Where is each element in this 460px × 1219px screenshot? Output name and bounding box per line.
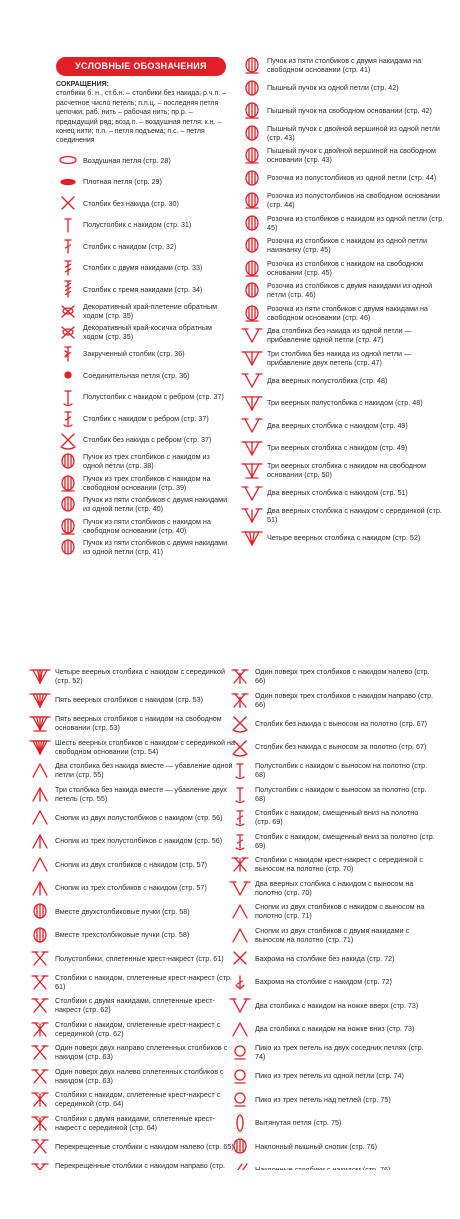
legend-item-label: Столбики с накидом, сплетенные крест-накрест с серединкой (стр. 64) — [55, 1090, 221, 1108]
legend-item-label: Столбик с тремя накидами (стр. 34) — [83, 284, 203, 294]
legend-item-label: Полустолбики, сплетенные крест-накрест (стр. 61) — [55, 953, 224, 963]
legend-item-label: Три веерных полустолбика с накидом (стр. 48) — [267, 398, 423, 407]
legend-item-label: Декоративный край-косичка обратным ходом (стр. 35) — [83, 323, 212, 341]
crossed-tr-icon — [28, 995, 52, 1015]
legend-item-label: Столбики с накидом, сплетенные крест-накрест с серединкой (стр. 62) — [55, 1019, 221, 1038]
legend-item-label: Вместе двухстолбиковые пучки (стр. 58) — [55, 906, 190, 916]
legend-item-label: Четыре веерных столбика с накидом (стр. 52) — [267, 533, 421, 542]
half-double-crochet-icon — [56, 215, 80, 235]
cluster-3-base-icon — [56, 473, 80, 493]
legend-item-label: Два столбика без накида вместе — убавление одной петли (стр. 55) — [55, 761, 233, 779]
legend-page-1 — [0, 0, 460, 600]
legend-item-label: Полустолбик с накидом с выносом за полотно (стр. 68) — [255, 784, 427, 803]
legend-item — [56, 473, 234, 493]
legend-item — [228, 1042, 438, 1062]
legend-item-label: Воздушная петля (стр. 28) — [83, 155, 171, 165]
popcorn-tr-free-icon — [240, 303, 264, 323]
legend-item-label: Перекрещенные столбики с накидом налево (стр. 65) — [55, 1141, 234, 1151]
legend-item — [240, 483, 450, 503]
legend-page-2 — [0, 650, 460, 1170]
single-crochet-icon — [56, 193, 80, 213]
legend-item — [56, 451, 234, 471]
legend-item — [240, 325, 450, 345]
legend-item-label: Три веерных столбика с накидом на свободном основании (стр. 50) — [267, 461, 426, 479]
legend-item-label: Снопик из двух полустолбиков с накидом (стр. 56) — [55, 812, 223, 822]
legend-item — [28, 666, 238, 686]
elongated-loop-icon — [228, 1113, 252, 1133]
legend-item-label: Четыре веерных столбика с накидом с серединкой (стр. 52) — [55, 667, 226, 685]
legend-item — [240, 123, 450, 143]
legend-item — [240, 258, 450, 278]
legend-item — [228, 1019, 438, 1039]
legend-item-label: Полустолбик с накидом с выносом на полотно (стр. 68) — [255, 761, 428, 779]
legend-item-label: Столбики с двумя накидами, сплетенные крест-накрест (стр. 62) — [55, 996, 215, 1014]
legend-item — [228, 948, 438, 968]
legend-item — [56, 430, 234, 450]
legend-item — [56, 537, 234, 557]
abbreviations-block — [56, 80, 228, 146]
legend-item — [56, 150, 234, 170]
legend-item-label: Розочка из полустолбиков из одной петли (стр. 44) — [267, 173, 437, 182]
cluster-5-double-icon — [56, 537, 80, 557]
double-crochet-icon — [56, 236, 80, 256]
crossed-dc-mid2-icon — [28, 1089, 52, 1109]
legend-item — [28, 925, 238, 945]
sheaf-2dc-front-icon — [228, 901, 252, 921]
fan-2dc-ch-icon — [240, 483, 264, 503]
legend-item — [56, 387, 234, 407]
fan-3hdc-icon — [240, 393, 264, 413]
leg-up-icon — [228, 995, 252, 1015]
slanted-puff-icon — [228, 1136, 252, 1156]
fan-6dc-icon — [28, 737, 52, 757]
footer-blank — [0, 1170, 460, 1219]
legend-item — [240, 415, 450, 435]
legend-item — [28, 1136, 238, 1156]
legend-item — [228, 690, 438, 710]
legend-item-label: Пышный пучок из одной петли (стр. 42) — [267, 83, 399, 92]
fringe-dc-icon — [228, 972, 252, 992]
legend-item — [240, 168, 450, 188]
legend-item-label: Розочка из столбиков с двумя накидами из одной петли (стр. 46) — [267, 281, 433, 299]
fringe-sc-icon — [228, 948, 252, 968]
legend-item-label: Три столбика без накида из одной петли — прибавление двух петель (стр. 47) — [267, 348, 412, 367]
legend-item — [56, 215, 234, 235]
sheaf-2tr-front-icon — [228, 925, 252, 945]
picot-1-icon — [228, 1066, 252, 1086]
legend-item — [28, 1019, 238, 1039]
sheaf-3hdc-icon — [28, 831, 52, 851]
sheaf-3dc-icon — [28, 878, 52, 898]
legend-item-label: Соединительная петля (стр. 36) — [83, 370, 190, 380]
legend-item — [28, 854, 238, 874]
sheaf-2hdc-icon — [28, 807, 52, 827]
legend-item-label: Столбики с накидом, сплетенные крест-накрест (стр. 61) — [55, 972, 232, 991]
legend-item-label: Пышный пучок с двойной вершиной на свободном основании (стр. 43) — [267, 146, 436, 164]
legend-item-label: Два столбика с накидом на ножке вверх (стр. 73) — [255, 1000, 419, 1010]
picot-over-icon — [228, 1089, 252, 1109]
legend-item-label: Два веерных столбика с накидом с выносом на полотно (стр. 70) — [255, 878, 414, 897]
legend-item — [56, 172, 234, 192]
plait-edge-icon — [56, 322, 80, 342]
cluster-5-free-icon — [240, 55, 264, 75]
legend-item-label: Один поверх двух направо сплетенных столбиков с накидом (стр. 63) — [55, 1043, 228, 1061]
legend-item-label: Столбик с накидом, смещенный вниз на полотно (стр. 69) — [255, 808, 419, 826]
abbreviations-title: СОКРАЩЕНИЯ: — [56, 81, 109, 88]
legend-item — [28, 878, 238, 898]
legend-item-label: Плотная петля (стр. 29) — [83, 177, 162, 186]
legend-item — [240, 78, 450, 98]
legend-item-label: Столбик с накидом, смещенный вниз за полотно (стр. 69) — [255, 831, 435, 850]
legend-item — [240, 348, 450, 368]
legend-item-label: Розочка из столбиков с накидом из одной петли наизнанку (стр. 45) — [267, 236, 427, 254]
legend-item-label: Столбик без накида с выносом за полотно (стр. 67) — [255, 742, 427, 751]
legend-item-label: Розочка из столбиков с накидом на свободном основании (стр. 45) — [267, 258, 424, 277]
legend-item — [28, 995, 238, 1015]
puff-free-icon — [240, 100, 264, 120]
legend-item — [228, 666, 438, 686]
crossed-hdc-icon — [28, 948, 52, 968]
treble-crochet-icon — [56, 258, 80, 278]
legend-item-label: Три столбика без накида вместе — убавление двух петель (стр. 55) — [55, 784, 227, 803]
legend-item-label: Пять веерных столбиков с накидом на свободном основании (стр. 53) — [55, 714, 222, 732]
legend-item — [56, 494, 234, 514]
legend-item-label: Столбик без накида с выносом на полотно (стр. 67) — [255, 718, 428, 728]
legend-item-label: Пучок из пяти столбиков с двумя накидами из одной петли (стр. 41) — [83, 538, 228, 556]
legend-item — [228, 1113, 438, 1133]
legend-item-label: Пышный пучок на свободном основании (стр. 42) — [267, 105, 432, 115]
fan-2dc-mid-icon — [240, 505, 264, 525]
legend-item — [228, 972, 438, 992]
legend-item-label: Один поверх трех столбиков с накидом налево (стр. 66) — [255, 667, 430, 685]
legend-item-label: Вытянутая петля (стр. 75) — [255, 1118, 342, 1127]
legend-item — [56, 365, 234, 385]
picot-2-icon — [228, 1042, 252, 1062]
legend-item — [28, 713, 238, 733]
popcorn-dc-reverse-icon — [240, 235, 264, 255]
cluster-3-icon — [56, 451, 80, 471]
tight-loop-icon — [56, 172, 80, 192]
legend-item-label: Столбики с накидом крест-накрест с серединкой с выносом на полотно (стр. 70) — [255, 855, 424, 873]
dc-offset-front-icon — [228, 807, 252, 827]
legend-item-label: Розочка из столбиков с накидом из одной петли (стр. 45) — [267, 213, 445, 232]
legend-item — [240, 55, 450, 75]
legend-item — [240, 280, 450, 300]
hdc-front-post-icon — [228, 760, 252, 780]
popcorn-half-icon — [240, 168, 264, 188]
dec-3sc-icon — [28, 784, 52, 804]
legend-item-label: Полустолбик с накидом (стр. 31) — [83, 220, 192, 229]
fan-5dc-free-icon — [28, 713, 52, 733]
legend-item-label: Пышный пучок с двойной вершиной из одной петли (стр. 43) — [267, 123, 440, 142]
rib-double-icon — [56, 408, 80, 428]
legend-item-label: Столбики с двумя накидами, сплетенные крест-накрест с серединкой (стр. 64) — [55, 1113, 215, 1132]
legend-item-label: Декоративный край-плетение обратным ходом (стр. 35) — [83, 301, 218, 320]
air-loop-icon — [56, 150, 80, 170]
legend-item — [56, 408, 234, 428]
sheaf-2dc-icon — [28, 854, 52, 874]
legend-item — [28, 760, 238, 780]
legend-item — [228, 1066, 438, 1086]
legend-item-label: Два столбика с накидом на ножке вниз (стр. 73) — [255, 1024, 415, 1033]
legend-item-label: Вместе трехстолбиковые пучки (стр. 58) — [55, 930, 190, 939]
legend-item — [228, 995, 438, 1015]
legend-item — [28, 807, 238, 827]
legend-item — [56, 279, 234, 299]
legend-item — [228, 737, 438, 757]
legend-item-label: Два столбика без накида из одной петли — прибавление одной петли (стр. 47) — [267, 326, 412, 344]
twisted-stitch-icon — [56, 344, 80, 364]
legend-item-label: Пять веерных столбиков с накидом (стр. 53) — [55, 695, 204, 704]
popcorn-tr-icon — [240, 280, 264, 300]
legend-item-label: Бахрома на столбике с накидом (стр. 72) — [255, 977, 392, 986]
legend-item — [56, 193, 234, 213]
legend-item — [56, 236, 234, 256]
legend-item — [240, 370, 450, 390]
one-over-three-left-icon — [228, 666, 252, 686]
legend-item — [56, 344, 234, 364]
legend-item — [28, 1042, 238, 1062]
dec-2sc-icon — [28, 760, 52, 780]
legend-item-label: Снопик из двух столбиков с двумя накидами с выносом на полотно (стр. 71) — [255, 925, 410, 944]
fan-4dc-mid-icon — [28, 666, 52, 686]
legend-item-label: Шесть веерных столбиков с накидом с серединкой на свободном основании (стр. 54) — [55, 737, 235, 756]
leg-down-icon — [228, 1019, 252, 1039]
legend-item — [228, 807, 438, 827]
together-3-puff-icon — [28, 925, 52, 945]
legend-item-label: Снопик из двух столбиков с накидом с выносом на полотно (стр. 71) — [255, 902, 425, 920]
legend-item-label: Пучок из пяти столбиков с двумя накидами на свободном основании (стр. 41) — [267, 56, 422, 74]
legend-item — [240, 393, 450, 413]
legend-item — [56, 301, 234, 321]
legend-item-label: Перекрещенные столбики с накидом направо (стр. — [55, 1160, 226, 1170]
crossed-dc-icon — [28, 972, 52, 992]
legend-item — [240, 213, 450, 233]
double-treble-icon — [56, 279, 80, 299]
sc-back-post-icon — [228, 737, 252, 757]
legend-item — [56, 322, 234, 342]
legend-item — [240, 100, 450, 120]
legend-item — [240, 145, 450, 165]
legend-item-label: Полустолбик с накидом с ребром (стр. 37) — [83, 392, 224, 401]
legend-item — [28, 1066, 238, 1086]
cluster-5-base-icon — [56, 516, 80, 536]
legend-item — [240, 235, 450, 255]
puff-icon — [240, 78, 264, 98]
legend-item — [240, 303, 450, 323]
hdc-back-post-icon — [228, 784, 252, 804]
legend-item — [28, 1089, 238, 1109]
legend-item — [228, 901, 438, 921]
crossed-dc-mid-icon — [28, 1019, 52, 1039]
legend-item-label: Столбик с накидом с ребром (стр. 37) — [83, 413, 209, 423]
legend-item — [28, 972, 238, 992]
fan-3dc-icon — [240, 438, 264, 458]
legend-item — [28, 901, 238, 921]
legend-item — [228, 854, 438, 874]
sc-front-post-icon — [228, 713, 252, 733]
one-over-two-left-icon — [28, 1066, 52, 1086]
legend-item-label: Пучок из трех столбиков с накидом на свободном основании (стр. 39) — [83, 473, 211, 492]
legend-item-label: Столбик без накида с ребром (стр. 37) — [83, 435, 212, 444]
legend-item — [28, 948, 238, 968]
legend-item — [240, 528, 450, 548]
legend-item — [228, 760, 438, 780]
legend-item-label: Пико из трех петель над петлей (стр. 75) — [255, 1094, 391, 1104]
legend-item — [56, 258, 234, 278]
legend-item-label: Наклонный пышный снопик (стр. 76) — [255, 1141, 378, 1151]
slip-stitch-icon — [56, 365, 80, 385]
legend-item — [228, 1089, 438, 1109]
popcorn-dc-icon — [240, 213, 264, 233]
legend-item-label: Один поверх трех столбиков с накидом направо (стр. 66) — [255, 690, 434, 709]
popcorn-half-free-icon — [240, 190, 264, 210]
fan-5dc-icon — [28, 690, 52, 710]
legend-item-label: Один поверх двух налево сплетенных столбиков с накидом (стр. 63) — [55, 1066, 224, 1085]
legend-item — [228, 878, 438, 898]
legend-item — [228, 713, 438, 733]
legend-item — [28, 831, 238, 851]
legend-item-label: Столбик с двумя накидами (стр. 33) — [83, 263, 203, 272]
puff-double-top-icon — [240, 123, 264, 143]
fan-2dc-front-icon — [228, 878, 252, 898]
legend-item — [228, 1136, 438, 1156]
legend-item — [240, 505, 450, 525]
legend-item-label: Три веерных столбика с накидом (стр. 49) — [267, 443, 408, 452]
legend-item-label: Снопик из двух столбиков с накидом (стр. 57) — [55, 859, 208, 869]
legend-item-label: Два веерных столбика с накидом (стр. 51) — [267, 488, 408, 497]
cross-front-mid-icon — [228, 854, 252, 874]
legend-item-label: Пучок из пяти столбиков с двумя накидами из одной петли (стр. 40) — [83, 495, 228, 513]
fan-3dc-free-icon — [240, 460, 264, 480]
legend-item-label: Снопик из трех полустолбиков с накидом (стр. 56) — [55, 836, 223, 845]
legend-item-label: Пучок из трех столбиков с накидом из одной петли (стр. 38) — [83, 452, 210, 470]
legend-item-label: Пико из трех петель из одной петли (стр. 74) — [255, 1071, 404, 1080]
one-over-two-right-icon — [28, 1042, 52, 1062]
one-over-three-right-icon — [228, 690, 252, 710]
legend-item — [56, 516, 234, 536]
legend-item-label: Бахрома на столбике без накида (стр. 72) — [255, 953, 395, 963]
abbreviations-text: столбики б. н., ст.б.н. – столбики без накида; р.ч.п. – расчетное число петель; п.п.ц. – последняя петля цепочки; раб. нить – рабочая нить; пр.р. – предыдущий ряд; возд.п. – воздушная петля; к.н. – конец нити; п.п. – петля подъема; п.с. – петля соединения — [56, 90, 227, 145]
popcorn-dc-free-icon — [240, 258, 264, 278]
legend-item-label: Пучок из пяти столбиков с накидом на свободном основании (стр. 40) — [83, 516, 211, 535]
legend-item-label: Два веерных столбика с накидом (стр. 49) — [267, 420, 408, 430]
puff-double-top-free-icon — [240, 145, 264, 165]
legend-item-label: Закрученный столбик (стр. 36) — [83, 349, 185, 358]
braid-edge-icon — [56, 301, 80, 321]
legend-item-label: Пико из трех петель на двух соседних петлях (стр. 74) — [255, 1043, 424, 1061]
fan-2dc-icon — [240, 415, 264, 435]
fan-4dc-icon — [240, 528, 264, 548]
rib-half-double-icon — [56, 387, 80, 407]
fan-2hdc-icon — [240, 370, 264, 390]
legend-item — [240, 438, 450, 458]
dc-offset-back-icon — [228, 831, 252, 851]
increase-2sc-icon — [240, 325, 264, 345]
legend-item-label: Снопик из трех столбиков с накидом (стр. 57) — [55, 883, 207, 892]
legend-item — [240, 190, 450, 210]
page-title: УСЛОВНЫЕ ОБОЗНАЧЕНИЯ ПЕТЕЛЬ — [56, 57, 226, 76]
legend-item-label: Розочка из полустолбиков на свободном основании (стр. 44) — [267, 191, 440, 209]
legend-item-label: Розочка из пяти столбиков с двумя накидами на свободном основании (стр. 46) — [267, 303, 428, 322]
legend-item — [228, 925, 438, 945]
crossed-tr-mid-icon — [28, 1113, 52, 1133]
rib-single-icon — [56, 430, 80, 450]
increase-3sc-icon — [240, 348, 264, 368]
together-2-puff-icon — [28, 901, 52, 921]
legend-item — [240, 460, 450, 480]
legend-item-label: Два веерных столбика с накидом с серединкой (стр. 51) — [267, 506, 442, 524]
crossed-left-icon — [28, 1136, 52, 1156]
cluster-5-icon — [56, 494, 80, 514]
legend-item-label: Столбик с накидом (стр. 32) — [83, 241, 177, 251]
legend-item-label: Два веерных полустолбика (стр. 48) — [267, 375, 388, 385]
legend-item — [228, 784, 438, 804]
legend-item — [228, 831, 438, 851]
legend-item — [28, 1113, 238, 1133]
legend-item — [28, 784, 238, 804]
legend-item-label: Столбик без накида (стр. 30) — [83, 198, 179, 208]
legend-item — [28, 737, 238, 757]
legend-item — [28, 690, 238, 710]
